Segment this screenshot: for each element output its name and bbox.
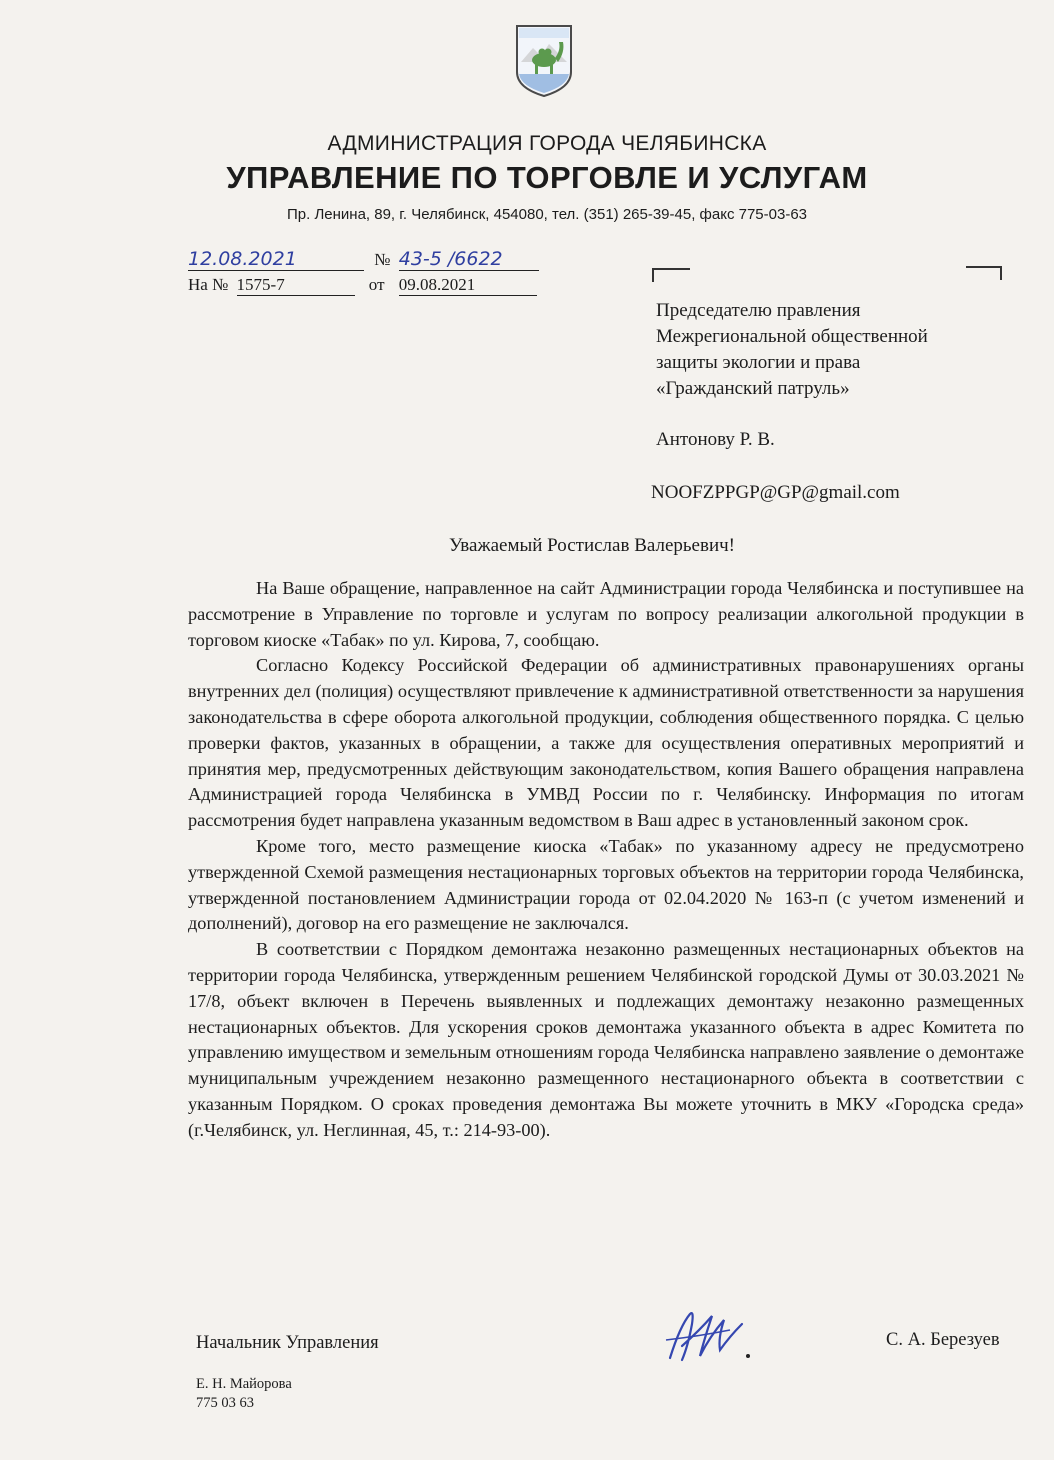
ref-label: На №: [188, 275, 229, 294]
number-label: №: [374, 250, 391, 269]
executor-block: [196, 1375, 292, 1413]
signatory-title: Начальник Управления: [196, 1333, 379, 1353]
recipient-line: «Гражданский патруль»: [656, 378, 850, 399]
salutation: Уважаемый Ростислав Валерьевич!: [448, 535, 735, 556]
outgoing-date: 12.08.2021: [188, 248, 364, 271]
recipient-line: защиты экологии и права: [656, 352, 861, 373]
executor-name: Е. Н. Майорова: [196, 1376, 292, 1392]
body-paragraph: В соответствии с Порядком демонтажа незаконно размещенных нестационарных объектов на территории города Челябинска, утвержденным решением Челябинской городской Думы от 30.03.2021 № 17/8, объект включен в Перечень выявленных и подлежащих демонтажу незаконно размещенных нестационарных объектов. Для ускорения сроков демонтажа указанного объекта в адрес Комитета по управлению имуществом и земельным отношениям города Челябинска направлено заявление о демонтаже муниципальным учреждением незаконно размещенного нестационарного объекта в соответствии с указанным Порядком. О сроках проведения демонтажа Вы можете уточнить в МКУ «Городска среда» (г.Челябинск, ул. Неглинная, 45, т.: 214-93-00).: [188, 939, 1024, 1140]
ref-date: 09.08.2021: [399, 275, 537, 296]
body-paragraph: Согласно Кодексу Российской Федерации об административных правонарушениях органы внутренних дел (полиция) осуществляют привлечение к административной ответственности за нарушения законодательства в сфере оборота алкогольной продукции, соблюдения общественного порядка. С целью проверки фактов, указанных в обращении, а также для осуществления оперативных мероприятий и принятия мер, предусмотренных действующим законодательством, копия Вашего обращения направлена Администрацией города Челябинска в УМВД России по г. Челябинску. Информация по итогам рассмотрения будет направлена указанным ведомством в Ваш адрес в установленный законом срок.: [188, 655, 1024, 831]
incoming-reference: [188, 275, 537, 296]
letter-body: [188, 576, 1024, 1144]
recipient-block: [656, 298, 928, 402]
address-bracket-right: [966, 266, 1002, 280]
coat-of-arms-icon: [513, 22, 575, 98]
recipient-line: Межрегиональной общественной: [656, 326, 928, 347]
handwritten-signature: [660, 1306, 760, 1366]
outgoing-registration: [188, 248, 539, 271]
ref-number: 1575-7: [237, 275, 355, 296]
address-bracket-left: [652, 268, 690, 282]
recipient-email: NOOFZPPGP@GP@gmail.com: [651, 482, 900, 503]
recipient-line: Председателю правления: [656, 300, 861, 321]
department-address: Пр. Ленина, 89, г. Челябинск, 454080, тел. (351) 265-39-45, факс 775-03-63: [286, 206, 808, 223]
body-paragraph: Кроме того, место размещение киоска «Табак» по указанному адресу не предусмотрено утвержденной Схемой размещения нестационарных торговых объектов на территории города Челябинска, утвержденной постановлением Администрации города от 02.04.2020 № 163-п (с учетом изменений и дополнений), договор на его размещение не заключался.: [188, 835, 1024, 934]
body-paragraph: На Ваше обращение, направленное на сайт Администрации города Челябинска и поступившее на рассмотрение в Управление по торговле и услугам по вопросу реализации алкогольной продукции в торговом киоске «Табак» по ул. Кирова, 7, сообщаю.: [188, 578, 1024, 650]
administration-title: АДМИНИСТРАЦИЯ ГОРОДА ЧЕЛЯБИНСКА: [327, 132, 767, 155]
department-title: УПРАВЛЕНИЕ ПО ТОРГОВЛЕ И УСЛУГАМ: [226, 160, 868, 195]
executor-phone: 775 03 63: [196, 1395, 254, 1411]
signatory-name: С. А. Березуев: [886, 1330, 1000, 1350]
from-label: от: [368, 275, 385, 294]
recipient-name: Антонову Р. В.: [656, 429, 775, 450]
outgoing-number: 43-5 /6622: [399, 248, 539, 271]
